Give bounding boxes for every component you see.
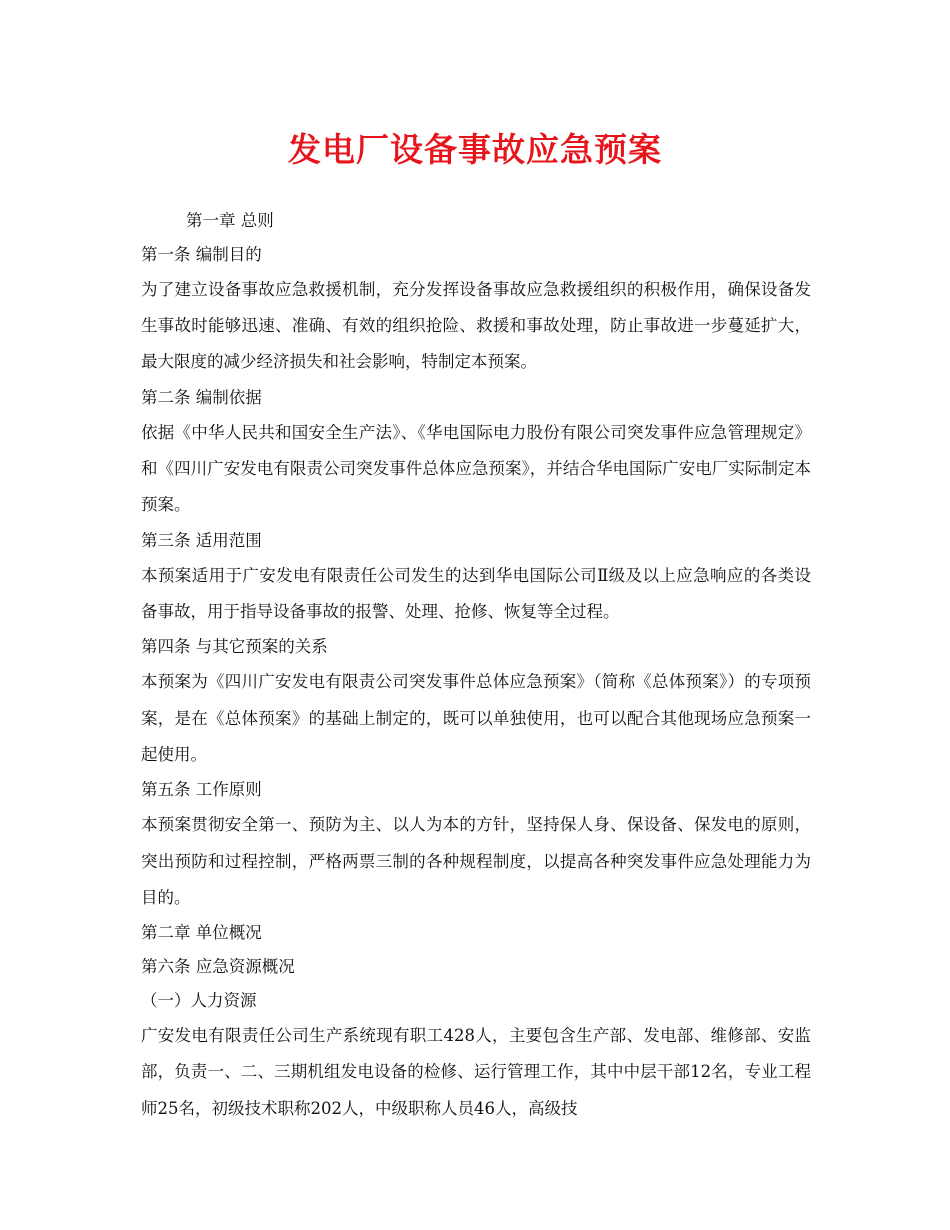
article-6-heading: 第六条 应急资源概况 [141,957,295,977]
article-4-heading: 第四条 与其它预案的关系 [141,637,328,657]
article-3-heading: 第三条 适用范围 [141,530,262,550]
article-5-heading: 第五条 工作原则 [141,780,262,800]
article-2-heading: 第二条 编制依据 [141,387,262,407]
article-1-text: 为了建立设备事故应急救援机制，充分发挥设备事故应急救援组织的积极作用，确保设备发生事故时能够迅速、准确、有效的组织抢险、救援和事故处理，防止事故进一步蔓延扩大，最大限度的减少经济损失和社会影响，特制定本预案。 [141,279,811,372]
article-2-text: 依据《中华人民共和国安全生产法》、《华电国际电力股份有限公司突发事件应急管理规定》和《四川广安发电有限责公司突发事件总体应急预案》，并结合华电国际广安电厂实际制定本预案。 [141,422,811,515]
article-3-text: 本预案适用于广安发电有限责任公司发生的达到华电国际公司Ⅱ级及以上应急响应的各类设备事故，用于指导设备事故的报警、处理、抢修、恢复等全过程。 [141,565,811,622]
chapter-1-heading: 第一章 总则 [186,211,274,230]
document-title: 发电厂设备事故应急预案 [288,130,662,169]
chapter-2-heading: 第二章 单位概况 [141,923,262,943]
subsection-1-text: 广安发电有限责任公司生产系统现有职工428人，主要包含生产部、发电部、维修部、安监部，负责一、二、三期机组发电设备的检修、运行管理工作，其中中层干部12名，专业工程师25名，初级技术职称202人，中级职称人员46人，高级技 [141,1025,811,1118]
article-5-text: 本预案贯彻安全第一、预防为主、以人为本的方针，坚持保人身、保设备、保发电的原则，突出预防和过程控制，严格两票三制的各种规程制度，以提高各种突发事件应急处理能力为目的。 [141,815,811,908]
article-4-text: 本预案为《四川广安发电有限责公司突发事件总体应急预案》（简称《总体预案》）的专项预案，是在《总体预案》的基础上制定的，既可以单独使用，也可以配合其他现场应急预案一起使用。 [141,672,811,765]
article-1-heading: 第一条 编制目的 [141,244,262,264]
subsection-1-heading: （一）人力资源 [141,991,257,1011]
document-body [141,204,811,1127]
